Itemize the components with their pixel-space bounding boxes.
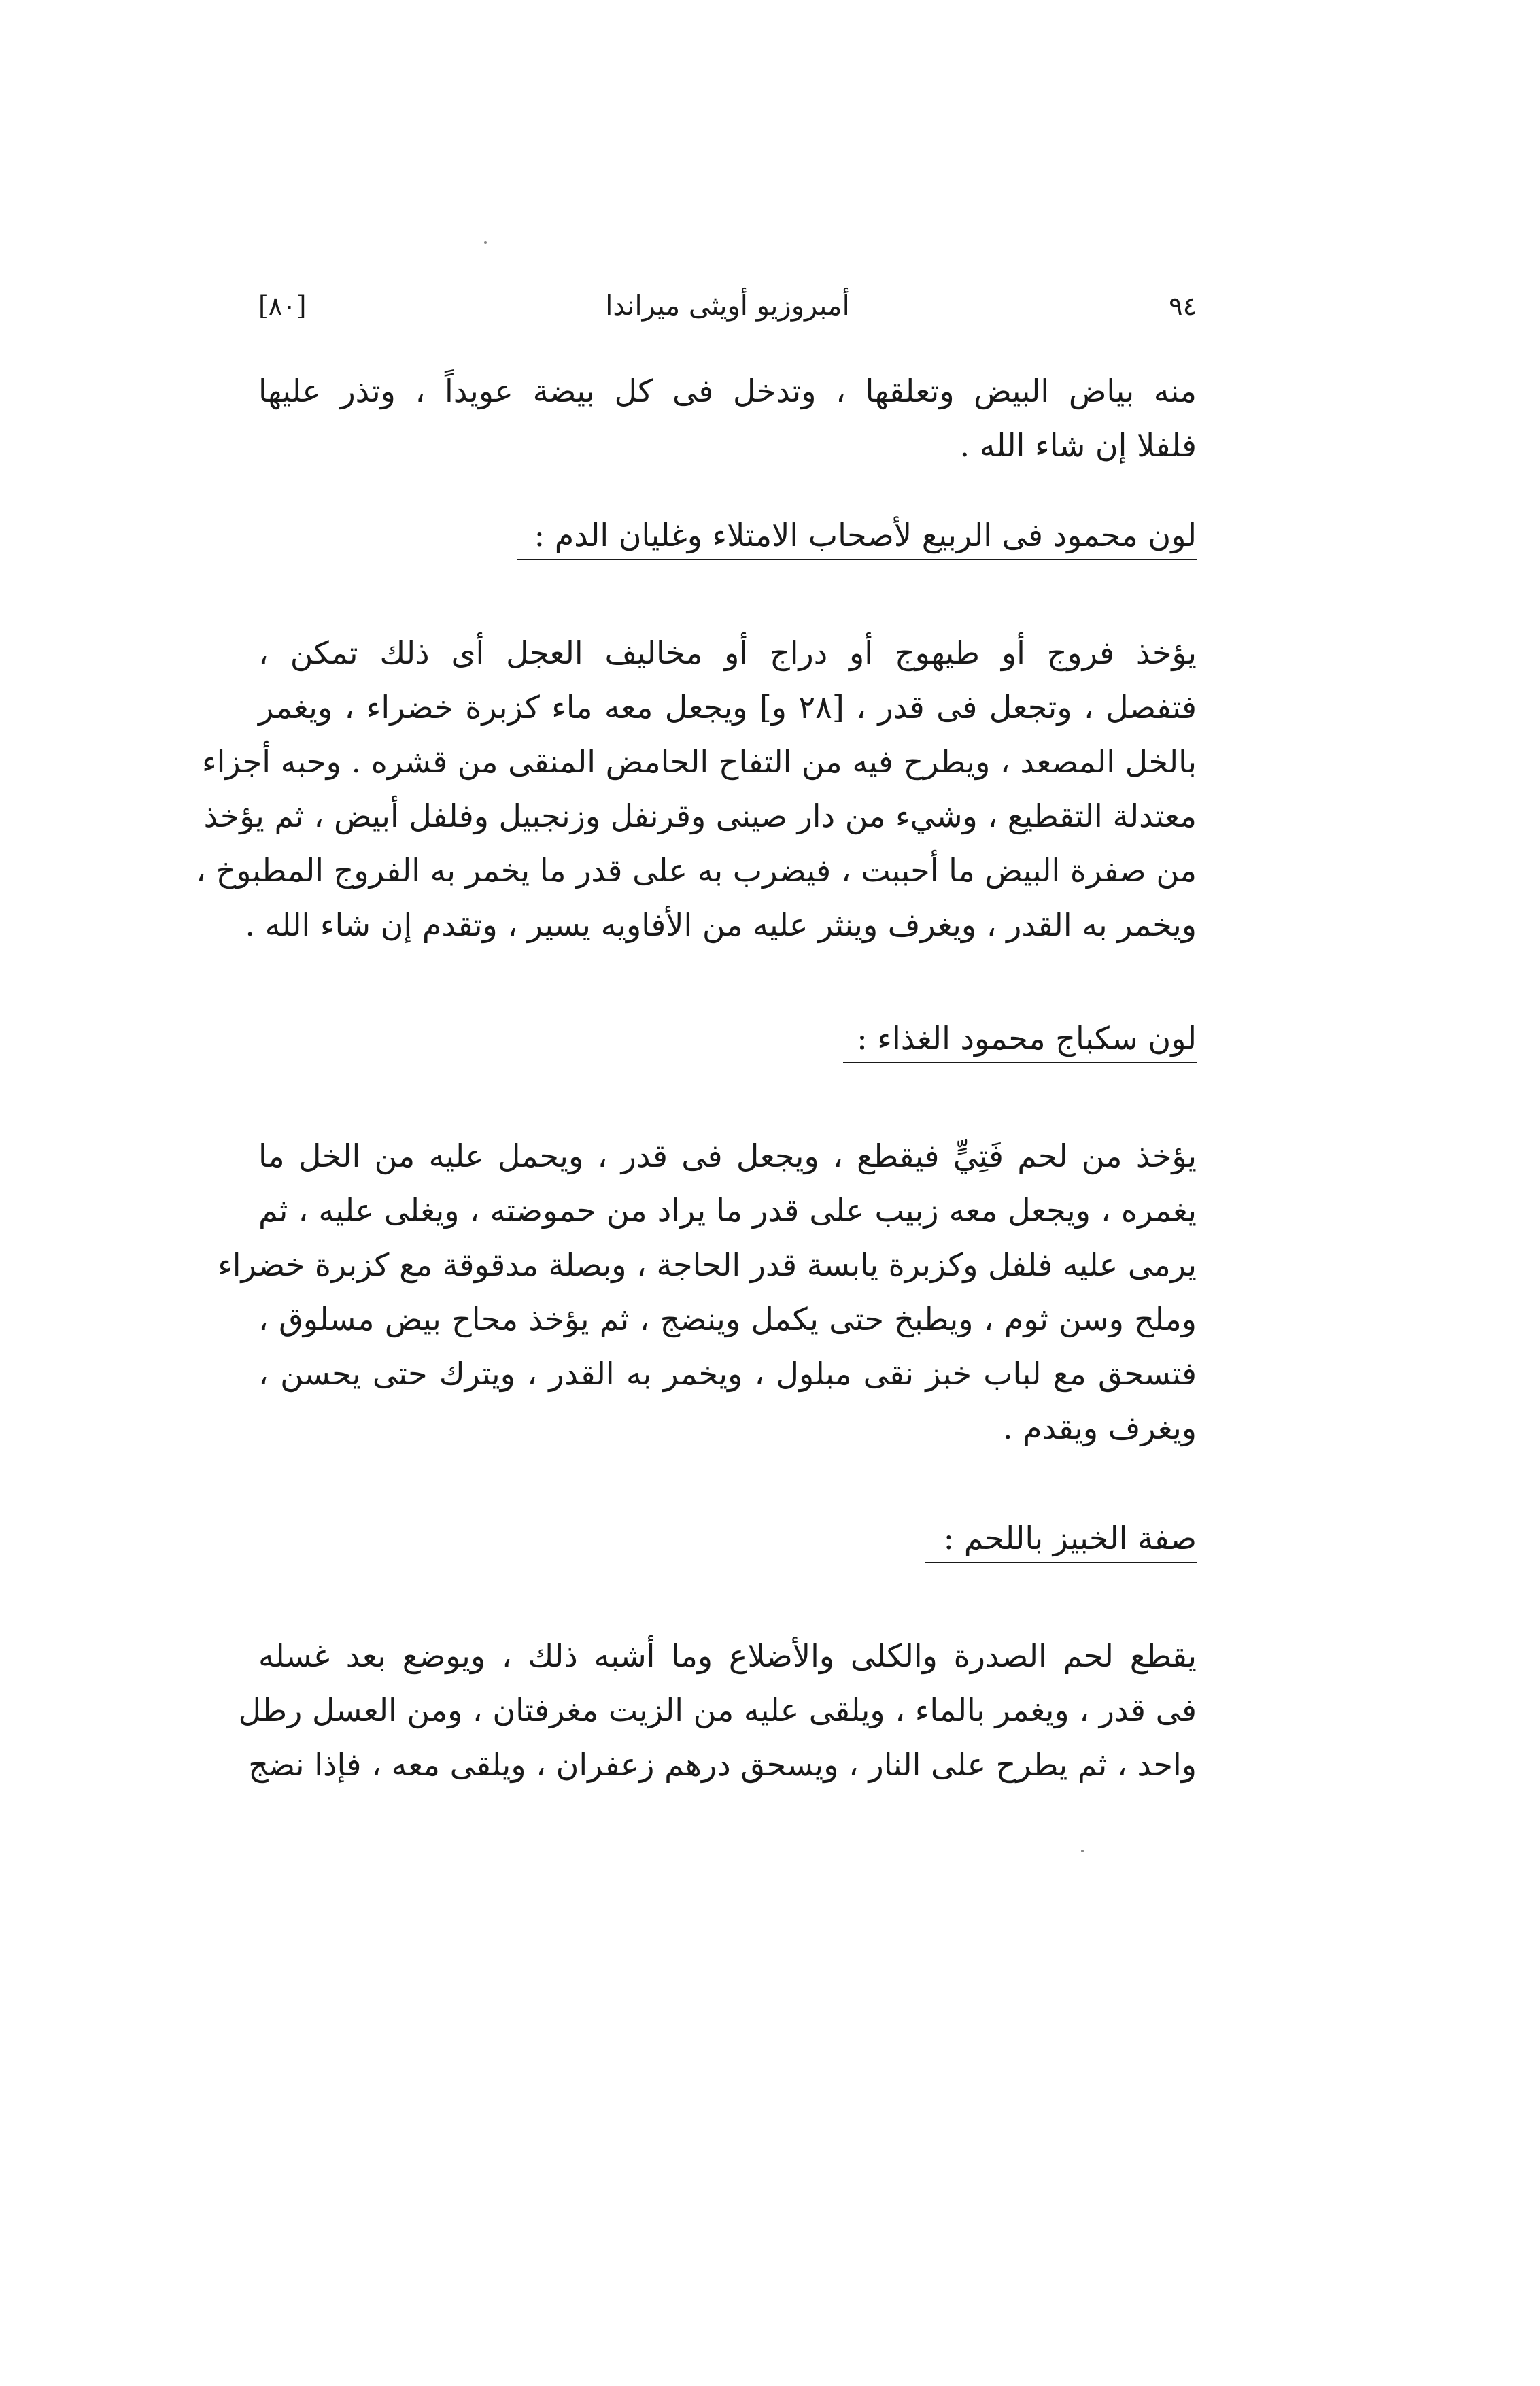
text-line: يغمره ، ويجعل معه زبيب على قدر ما يراد من حموضته ، ويغلى عليه ، ثم bbox=[258, 1192, 1197, 1229]
text-line: يرمى عليه فلفل وكزبرة يابسة قدر الحاجة ، وبصلة مدقوقة مع كزبرة خضراء bbox=[218, 1246, 1197, 1283]
section-heading-spring-dish bbox=[517, 517, 1197, 560]
page-number: ٩٤ bbox=[1169, 291, 1197, 321]
text-line: فلفلا إن شاء الله . bbox=[959, 427, 1197, 464]
text-line: يؤخذ من لحم فَتِيٍّ فيقطع ، ويجعل فى قدر ، ويحمل عليه من الخل ما bbox=[258, 1138, 1197, 1174]
paper-speck bbox=[484, 241, 487, 244]
heading-text: لون سكباج محمود الغذاء : bbox=[843, 1020, 1197, 1063]
text-line: بالخل المصعد ، ويطرح فيه من التفاح الحامض المنقى من قشره . وحبه أجزاء bbox=[202, 743, 1197, 780]
text-line: فى قدر ، ويغمر بالماء ، ويلقى عليه من الزيت مغرفتان ، ومن العسل رطل bbox=[238, 1692, 1197, 1728]
text-line: يقطع لحم الصدرة والكلى والأضلاع وما أشبه ذلك ، ويوضع بعد غسله bbox=[258, 1637, 1197, 1674]
text-line: واحد ، ثم يطرح على النار ، ويسحق درهم زعفران ، ويلقى معه ، فإذا نضج bbox=[248, 1746, 1197, 1783]
text-line: ويغرف ويقدم . bbox=[1002, 1410, 1197, 1446]
text-line: فتفصل ، وتجعل فى قدر ، [٢٨ و] ويجعل معه ماء كزبرة خضراء ، ويغمر bbox=[258, 689, 1197, 726]
text-line: يؤخذ فروج أو طيهوج أو دراج أو مخاليف العجل أى ذلك تمكن ، bbox=[258, 634, 1197, 671]
paragraph-khabiz bbox=[238, 1629, 1197, 1792]
text-line: منه بياض البيض وتعلقها ، وتدخل فى كل بيضة عويداً ، وتذر عليها bbox=[258, 373, 1197, 409]
paper-speck bbox=[1081, 1850, 1084, 1852]
text-line: من صفرة البيض ما أحببت ، فيضرب به على قدر ما يخمر به الفروج المطبوخ ، bbox=[196, 852, 1197, 889]
text-line: وملح وسن ثوم ، ويطبخ حتى يكمل وينضج ، ثم يؤخذ محاح بيض مسلوق ، bbox=[258, 1301, 1197, 1337]
text-line: ويخمر به القدر ، ويغرف وينثر عليه من الأفاويه يسير ، وتقدم إن شاء الله . bbox=[245, 906, 1197, 943]
running-head-title: أمبروزيو أويثى ميراندا bbox=[605, 290, 850, 322]
paragraph-spring-dish bbox=[196, 626, 1197, 952]
section-heading-sikbaj bbox=[843, 1020, 1197, 1063]
running-head bbox=[258, 282, 1197, 330]
paragraph-intro bbox=[258, 364, 1197, 473]
section-heading-khabiz bbox=[925, 1520, 1197, 1563]
paragraph-sikbaj bbox=[218, 1129, 1197, 1455]
bracket-reference: [٨٠] bbox=[258, 291, 307, 321]
heading-text: صفة الخبيز باللحم : bbox=[925, 1520, 1197, 1563]
heading-text: لون محمود فى الربيع لأصحاب الامتلاء وغليان الدم : bbox=[517, 517, 1197, 560]
text-line: معتدلة التقطيع ، وشيء من دار صينى وقرنفل وزنجبيل وفلفل أبيض ، ثم يؤخذ bbox=[203, 798, 1197, 834]
text-line: فتسحق مع لباب خبز نقى مبلول ، ويخمر به القدر ، ويترك حتى يحسن ، bbox=[258, 1355, 1197, 1392]
